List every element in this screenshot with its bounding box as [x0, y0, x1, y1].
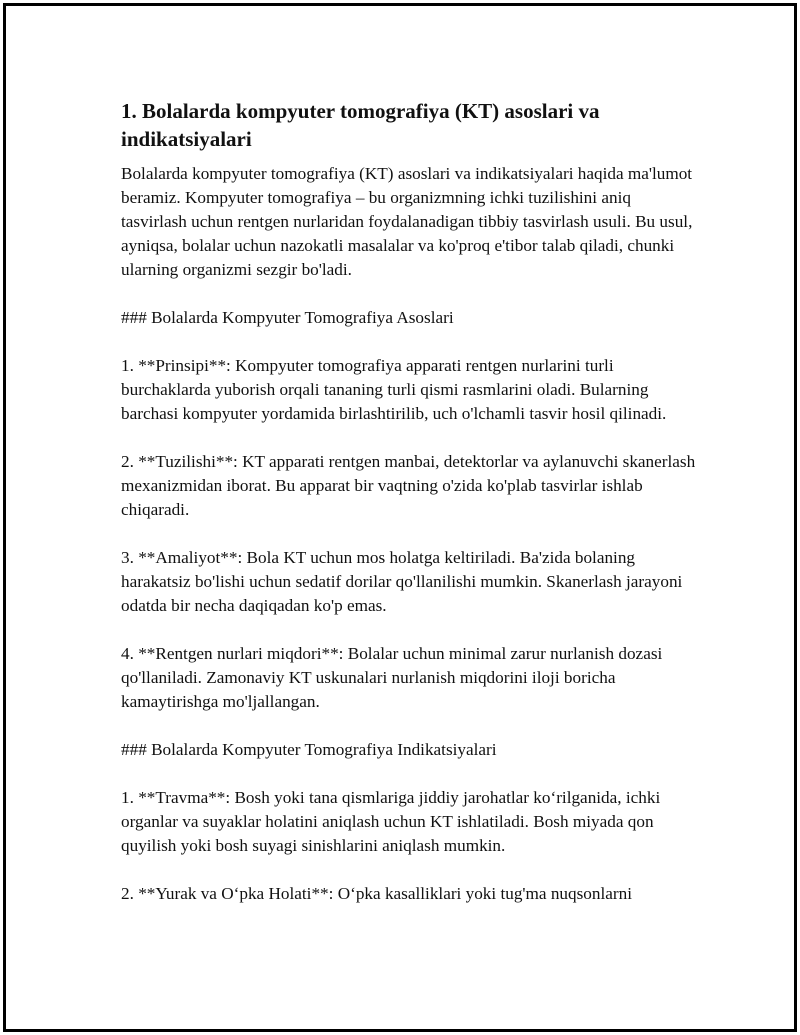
document-body [121, 97, 696, 930]
intro-paragraph: Bolalarda kompyuter tomografiya (KT) asoslari va indikatsiyalari haqida ma'lumot beramiz. Kompyuter tomografiya – bu organizmning ichki tuzilishini aniq tasvirlash uchun rentgen nurlaridan foydalanadigan tibbiy tasvirlash usuli. Bu usul, ayniqsa, bolalar uchun nazokatli masalalar va ko'proq e'tibor talab qiladi, chunki ularning organizmi sezgir bo'ladi. [121, 164, 693, 279]
section-heading-asoslari: ### Bolalarda Kompyuter Tomografiya Asoslari [121, 308, 454, 327]
list-item-prinsipi: 1. **Prinsipi**: Kompyuter tomografiya apparati rentgen nurlarini turli burchaklarda yuborish orqali tananing turli qismi rasmlarini oladi. Bularning barchasi kompyuter yordamida birlashtirilib, uch o'lchamli tasvir hosil qilinadi. [121, 356, 667, 423]
document-title: 1. Bolalarda kompyuter tomografiya (KT) asoslari va indikatsiyalari [121, 99, 600, 151]
list-item-travma: 1. **Travma**: Bosh yoki tana qismlariga jiddiy jarohatlar koʻrilganida, ichki organlar va suyaklar holatini aniqlash uchun KT ishlatiladi. Bosh miyada qon quyilish yoki bosh suyagi sinishlarini aniqlash mumkin. [121, 788, 661, 855]
section-heading-indikatsiyalari: ### Bolalarda Kompyuter Tomografiya Indikatsiyalari [121, 740, 497, 759]
list-item-tuzilishi: 2. **Tuzilishi**: KT apparati rentgen manbai, detektorlar va aylanuvchi skanerlash mexanizmidan iborat. Bu apparat bir vaqtning o'zida ko'plab tasvirlar ishlab chiqaradi. [121, 452, 696, 519]
list-item-yurak-opka: 2. **Yurak va Oʻpka Holati**: Oʻpka kasalliklari yoki tug'ma nuqsonlarni [121, 884, 632, 903]
document-page [3, 3, 797, 1032]
list-item-amaliyot: 3. **Amaliyot**: Bola KT uchun mos holatga keltiriladi. Ba'zida bolaning harakatsiz bo'lishi uchun sedatif dorilar qo'llanilishi mumkin. Skanerlash jarayoni odatda bir necha daqiqadan ko'p emas. [121, 548, 683, 615]
list-item-rentgen-nurlari: 4. **Rentgen nurlari miqdori**: Bolalar uchun minimal zarur nurlanish dozasi qo'llaniladi. Zamonaviy KT uskunalari nurlanish miqdorini iloji boricha kamaytirishga mo'ljallangan. [121, 644, 663, 711]
